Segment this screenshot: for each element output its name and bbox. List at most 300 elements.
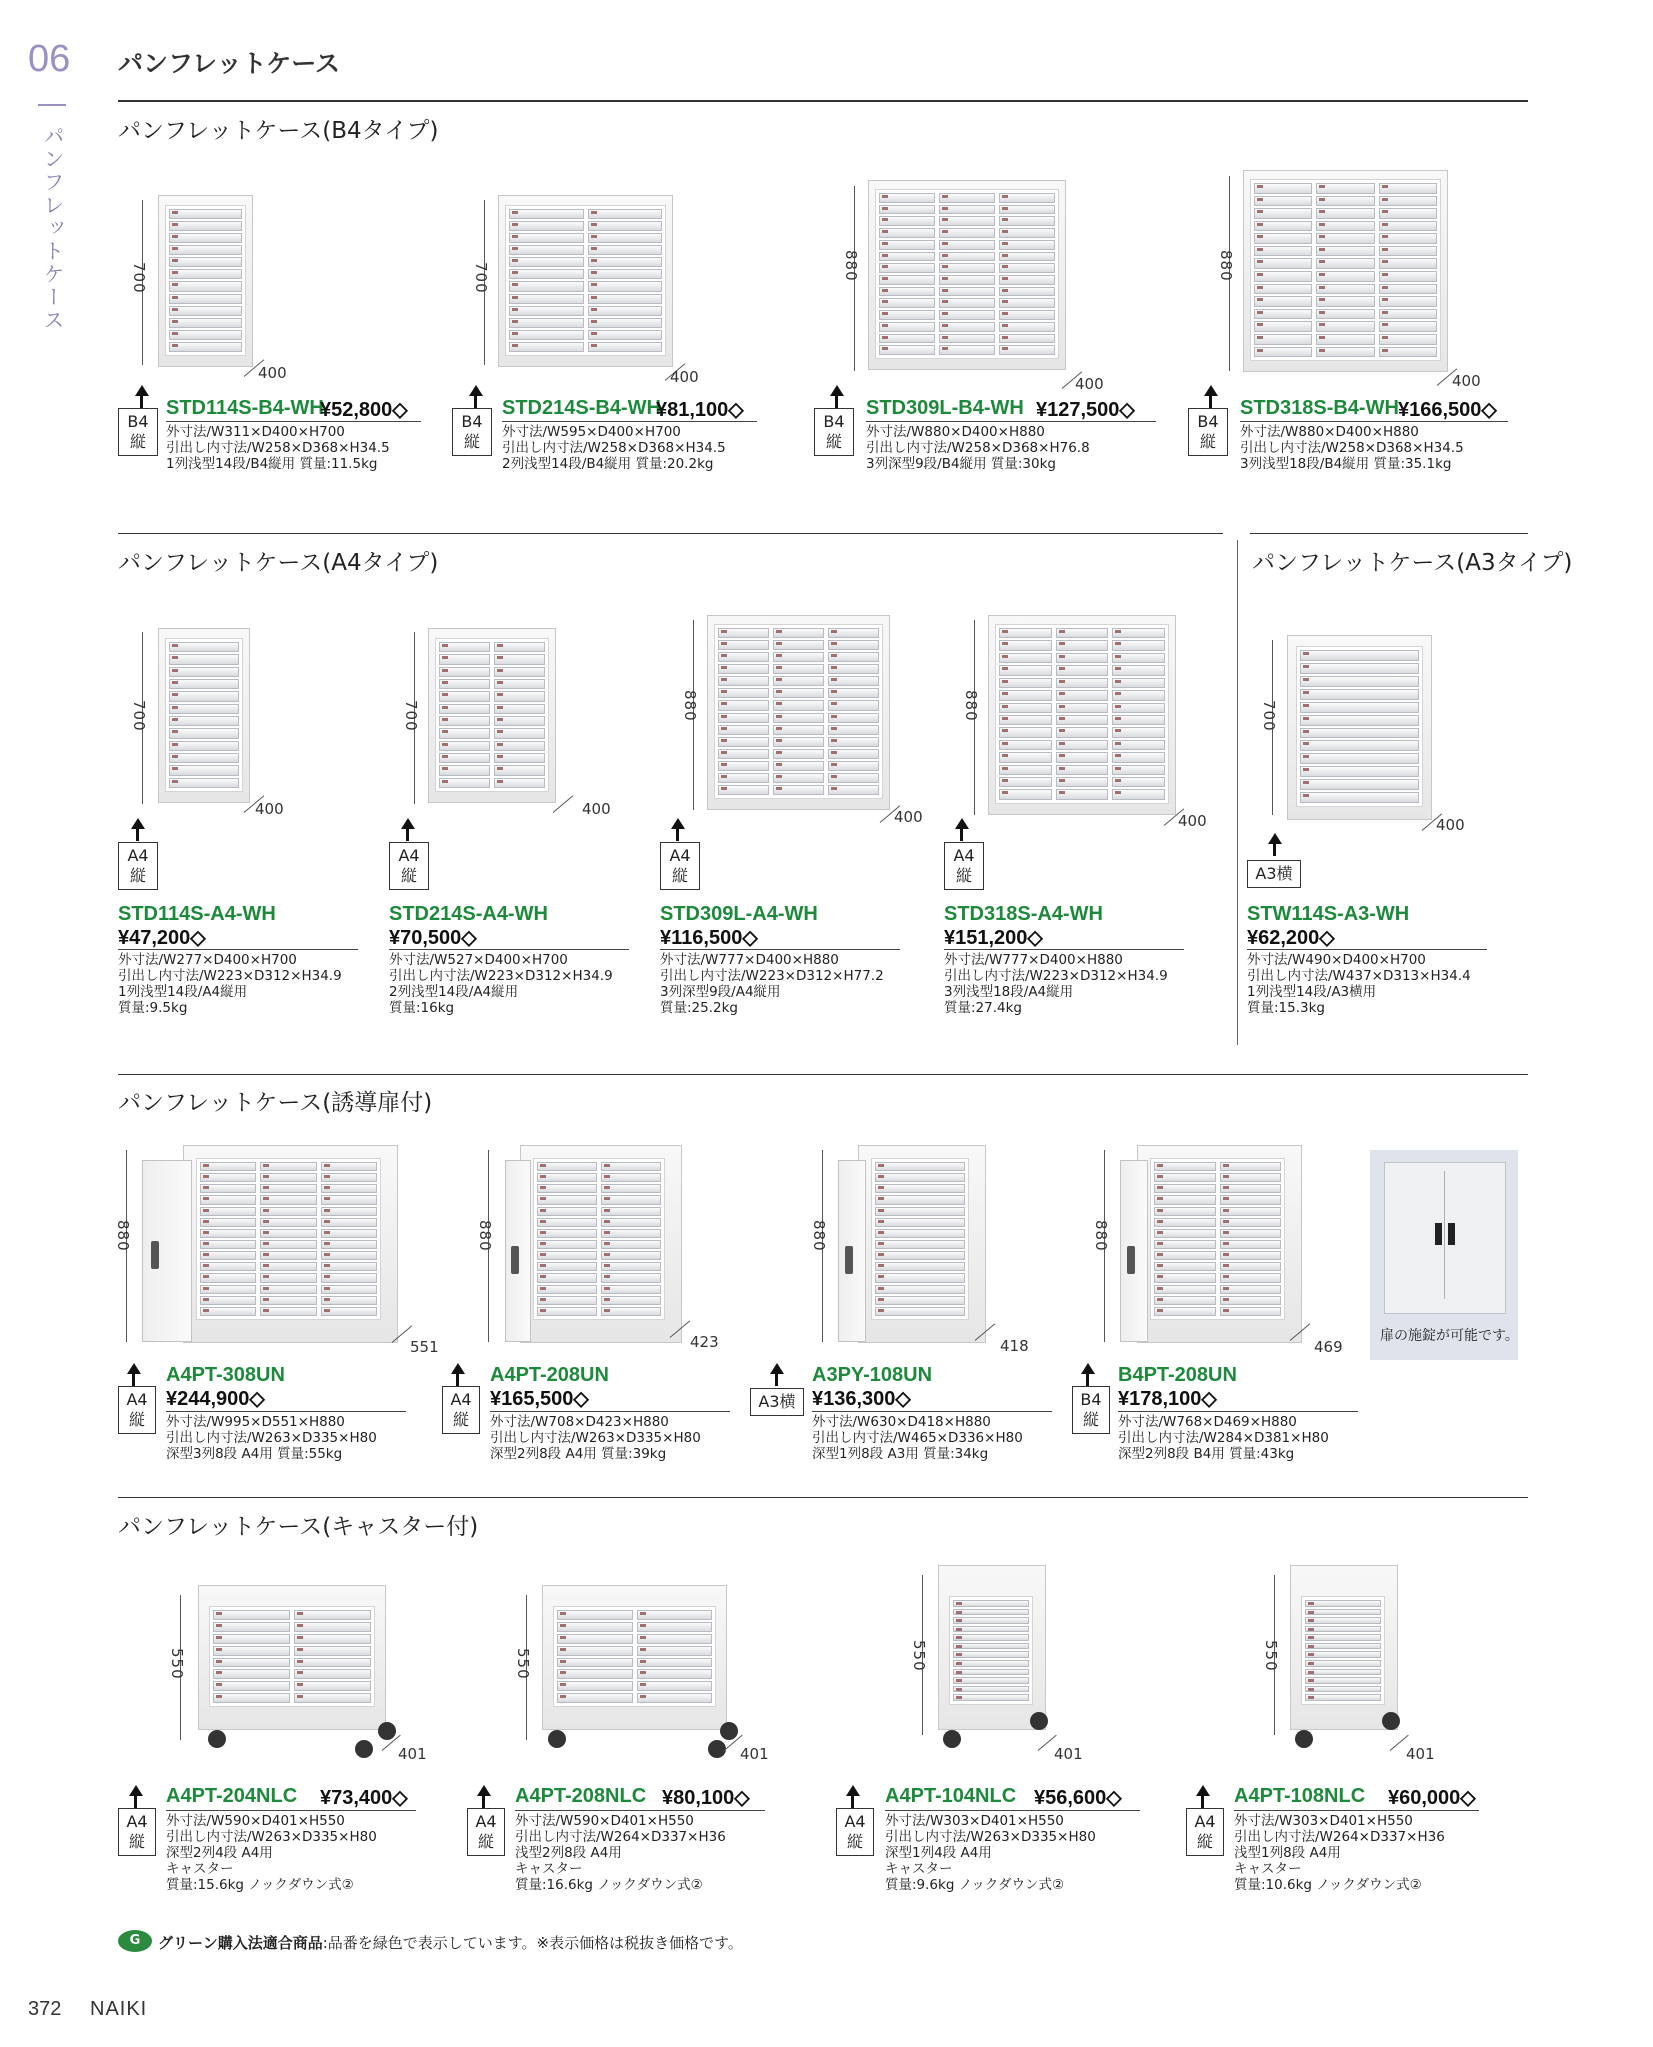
depth-dimension-label: 418: [1000, 1337, 1029, 1355]
caster-wheel: [548, 1730, 566, 1748]
drawer-tray: [939, 193, 995, 203]
drawer-tray: [1112, 640, 1165, 650]
spec-divider: [944, 949, 1184, 950]
drawer-tray: [1220, 1184, 1282, 1193]
drawer-tray: [494, 765, 545, 775]
paper-orientation: 縦: [1199, 432, 1216, 451]
drawer-tray: [1379, 271, 1437, 282]
caster-wheel: [943, 1730, 961, 1748]
spec-type: 3列浅型18段/A4縦用: [944, 984, 1074, 1000]
spec-caster: キャスター: [515, 1861, 583, 1877]
drawer-tray: [718, 749, 769, 759]
drawer-tray: [200, 1195, 256, 1204]
section-title-caster: パンフレットケース(キャスター付): [118, 1514, 479, 1540]
paper-size: A3横: [1255, 864, 1293, 883]
drawer-tray: [718, 737, 769, 747]
drawer-tray: [1379, 221, 1437, 232]
drawer-tray: [1305, 1626, 1381, 1633]
drawer-tray: [1056, 765, 1109, 775]
drawer-tray: [1316, 347, 1374, 358]
drawer-column: [439, 642, 490, 788]
drawer-column: [601, 1162, 661, 1316]
drawer-tray: [294, 1622, 371, 1632]
drawer-tray: [1056, 703, 1109, 713]
drawer-tray: [875, 1229, 965, 1238]
orientation-arrow: [1201, 1795, 1204, 1808]
height-dimension-label: 700: [130, 262, 148, 294]
section-divider: [118, 100, 1528, 102]
paper-size-box: [452, 408, 492, 456]
drawer-tray: [999, 653, 1052, 663]
spec-divider: [885, 1810, 1140, 1811]
model-number: STD318S-A4-WH: [944, 903, 1103, 925]
height-dimension-label: 880: [810, 1220, 828, 1252]
drawer-tray: [557, 1622, 633, 1632]
drawer-tray: [1112, 789, 1165, 799]
drawer-column: [1220, 1162, 1282, 1316]
spec-inner: 引出し内寸法/W263×D335×H80: [490, 1430, 701, 1446]
cabinet-image: [158, 628, 250, 803]
drawer-column: [879, 193, 935, 355]
spec-type: 1列浅型14段/B4縦用 質量:11.5kg: [166, 456, 378, 472]
spec-divider: [1247, 949, 1487, 950]
depth-dimension-label: 400: [894, 808, 923, 826]
drawer-tray: [200, 1240, 256, 1249]
drawer-tray: [200, 1296, 256, 1305]
drawer-tray: [1220, 1273, 1282, 1282]
paper-size: B4: [1197, 412, 1219, 431]
drawer-tray: [828, 664, 879, 674]
drawer-tray: [537, 1195, 597, 1204]
spec-inner: 引出し内寸法/W223×D312×H34.9: [944, 968, 1168, 984]
spec-dimensions: 外寸法/W590×D401×H550: [166, 1813, 345, 1829]
drawer-tray: [1305, 1660, 1381, 1667]
drawer-tray: [509, 281, 584, 291]
drawer-tray: [213, 1622, 290, 1632]
drawer-tray: [1056, 678, 1109, 688]
drawer-tray: [494, 728, 545, 738]
paper-orientation: 縦: [400, 866, 417, 885]
depth-dimension-label: 400: [1178, 812, 1207, 830]
drawer-column: [169, 642, 239, 788]
spec-type: 2列浅型14段/B4縦用 質量:20.2kg: [502, 456, 714, 472]
drawer-tray: [1254, 309, 1312, 320]
drawer-tray: [939, 263, 995, 273]
drawer-tray: [200, 1273, 256, 1282]
drawer-tray: [601, 1273, 661, 1282]
drawer-tray: [773, 688, 824, 698]
door-lock-icon: [1448, 1223, 1455, 1245]
drawer-tray: [1112, 690, 1165, 700]
spec-type: 3列深型9段/A4縦用: [660, 984, 781, 1000]
drawer-column: [1154, 1162, 1216, 1316]
drawer-tray: [1316, 296, 1374, 307]
door-photo-caption: 扉の施錠が可能です。: [1380, 1328, 1519, 1344]
drawer-tray: [213, 1693, 290, 1703]
drawer-tray: [260, 1240, 316, 1249]
drawer-tray: [999, 752, 1052, 762]
spec-inner: 引出し内寸法/W223×D312×H77.2: [660, 968, 884, 984]
door-handle: [511, 1246, 519, 1274]
drawer-tray: [260, 1218, 316, 1227]
drawer-tray: [169, 765, 239, 775]
paper-size: A4: [126, 1812, 148, 1831]
spec-type: 深型1列4段 A4用: [885, 1845, 992, 1861]
spec-dimensions: 外寸法/W595×D400×H700: [502, 424, 681, 440]
drawer-tray: [169, 269, 242, 279]
drawer-tray: [875, 1162, 965, 1171]
spec-inner: 引出し内寸法/W258×D368×H76.8: [866, 440, 1090, 456]
chapter-label: パンフレットケース: [41, 125, 65, 332]
drawer-tray: [1056, 777, 1109, 787]
spec-weight: 質量:15.3kg: [1247, 1000, 1325, 1016]
paper-size: A4: [953, 846, 975, 865]
drawer-tray: [1254, 208, 1312, 219]
spec-weight: 質量:10.6kg ノックダウン式②: [1234, 1877, 1422, 1893]
spec-type: 3列浅型18段/B4縦用 質量:35.1kg: [1240, 456, 1452, 472]
drawer-tray: [1254, 296, 1312, 307]
paper-size-box: [1247, 860, 1301, 888]
drawer-tray: [200, 1251, 256, 1260]
spec-dimensions: 外寸法/W880×D400×H880: [1240, 424, 1419, 440]
drawer-tray: [1254, 284, 1312, 295]
model-number: STD318S-B4-WH: [1240, 397, 1399, 419]
drawer-tray: [999, 228, 1055, 238]
drawer-tray: [509, 330, 584, 340]
drawer-tray: [588, 306, 663, 316]
drawer-tray: [939, 216, 995, 226]
drawer-tray: [999, 640, 1052, 650]
drawer-tray: [1316, 309, 1374, 320]
spec-dimensions: 外寸法/W277×D400×H700: [118, 952, 297, 968]
drawer-tray: [1379, 296, 1437, 307]
drawer-tray: [773, 640, 824, 650]
depth-dimension-label: 400: [1436, 816, 1465, 834]
price: ¥151,200◇: [944, 927, 1043, 949]
drawer-tray: [494, 691, 545, 701]
drawer-tray: [637, 1681, 713, 1691]
drawer-tray: [494, 642, 545, 652]
cabinet-image: [1137, 1145, 1302, 1343]
drawer-tray: [999, 334, 1055, 344]
drawer-tray: [601, 1162, 661, 1171]
drawer-tray: [718, 688, 769, 698]
drawer-tray: [1316, 271, 1374, 282]
orientation-arrow: [1209, 395, 1212, 408]
price: ¥47,200◇: [118, 927, 206, 949]
caster-wheel: [720, 1722, 738, 1740]
drawer-tray: [509, 306, 584, 316]
drawer-tray: [260, 1307, 316, 1316]
drawer-tray: [601, 1207, 661, 1216]
drawer-tray: [509, 245, 584, 255]
spec-dimensions: 外寸法/W777×D400×H880: [944, 952, 1123, 968]
drawer-tray: [169, 330, 242, 340]
drawer-tray: [260, 1229, 316, 1238]
depth-dimension-label: 401: [740, 1745, 769, 1763]
price: ¥70,500◇: [389, 927, 477, 949]
drawer-tray: [879, 240, 935, 250]
drawer-tray: [213, 1610, 290, 1620]
drawer-tray: [1220, 1240, 1282, 1249]
paper-orientation: 縦: [463, 432, 480, 451]
section-title-a4: パンフレットケース(A4タイプ): [118, 550, 439, 576]
drawer-tray: [1379, 334, 1437, 345]
cabinet-image: [1290, 1565, 1398, 1730]
drawer-tray: [200, 1207, 256, 1216]
drawer-tray: [999, 740, 1052, 750]
drawer-tray: [828, 785, 879, 795]
chapter-divider: [38, 104, 66, 106]
drawer-tray: [1316, 246, 1374, 257]
drawer-tray: [601, 1285, 661, 1294]
drawer-tray: [1112, 665, 1165, 675]
drawer-tray: [718, 785, 769, 795]
price: ¥116,500◇: [660, 927, 758, 949]
drawer-column: [999, 628, 1052, 800]
drawer-tray: [875, 1173, 965, 1182]
drawer-tray: [260, 1195, 316, 1204]
drawer-tray: [999, 298, 1055, 308]
spec-dimensions: 外寸法/W303×D401×H550: [1234, 1813, 1413, 1829]
drawer-tray: [875, 1307, 965, 1316]
drawer-tray: [1112, 628, 1165, 638]
spec-divider: [166, 421, 421, 422]
drawer-tray: [169, 221, 242, 231]
drawer-tray: [718, 761, 769, 771]
drawer-tray: [1254, 233, 1312, 244]
drawer-tray: [537, 1184, 597, 1193]
model-number: A4PT-104NLC: [885, 1785, 1017, 1807]
cabinet-image: [542, 1585, 727, 1730]
drawer-tray: [1379, 246, 1437, 257]
drawer-tray: [939, 252, 995, 262]
drawer-tray: [1300, 728, 1419, 739]
drawer-column: [1300, 650, 1419, 803]
drawer-tray: [953, 1626, 1029, 1633]
drawer-tray: [637, 1669, 713, 1679]
drawer-tray: [1316, 334, 1374, 345]
drawer-tray: [169, 642, 239, 652]
drawer-tray: [439, 691, 490, 701]
drawer-column: [828, 628, 879, 795]
drawer-tray: [1300, 792, 1419, 803]
spec-dimensions: 外寸法/W590×D401×H550: [515, 1813, 694, 1829]
section-divider: [118, 533, 1223, 534]
spec-divider: [812, 1411, 1052, 1412]
drawer-tray: [494, 667, 545, 677]
drawer-tray: [637, 1610, 713, 1620]
drawer-tray: [1220, 1162, 1282, 1171]
spec-inner: 引出し内寸法/W263×D335×H80: [166, 1829, 377, 1845]
price: ¥80,100◇: [662, 1787, 750, 1809]
drawer-tray: [718, 640, 769, 650]
orientation-arrow: [474, 395, 477, 408]
spec-weight: 質量:27.4kg: [944, 1000, 1022, 1016]
paper-size-box: [1188, 408, 1228, 456]
drawer-tray: [537, 1262, 597, 1271]
drawer-tray: [557, 1646, 633, 1656]
drawer-tray: [1300, 766, 1419, 777]
model-number: STD309L-A4-WH: [660, 903, 818, 925]
paper-size: A4: [669, 846, 691, 865]
drawer-tray: [169, 257, 242, 267]
drawer-tray: [1300, 663, 1419, 674]
drawer-tray: [879, 228, 935, 238]
drawer-tray: [260, 1207, 316, 1216]
spec-weight: 質量:16.6kg ノックダウン式②: [515, 1877, 703, 1893]
cabinet-image: [1287, 635, 1432, 820]
drawer-tray: [557, 1693, 633, 1703]
drawer-column: [321, 1162, 377, 1316]
door-lock-icon: [1435, 1223, 1442, 1245]
drawer-tray: [879, 252, 935, 262]
spec-caster: キャスター: [885, 1861, 953, 1877]
door-seam: [1444, 1171, 1445, 1299]
drawer-tray: [1154, 1240, 1216, 1249]
cabinet-image: [938, 1565, 1046, 1730]
drawer-tray: [1220, 1195, 1282, 1204]
drawer-tray: [1300, 702, 1419, 713]
caster-wheel: [1030, 1712, 1048, 1730]
drawer-tray: [494, 778, 545, 788]
paper-size-box: [118, 1808, 156, 1856]
door-handle: [1127, 1246, 1135, 1274]
column-divider: [1237, 540, 1238, 1045]
drawer-tray: [1154, 1285, 1216, 1294]
page-title: パンフレットケース: [118, 49, 341, 78]
drawer-tray: [321, 1229, 377, 1238]
drawer-column: [509, 209, 584, 352]
drawer-tray: [999, 205, 1055, 215]
drawer-tray: [1154, 1173, 1216, 1182]
drawer-tray: [557, 1669, 633, 1679]
paper-orientation: 縦: [1196, 1832, 1213, 1851]
paper-size: A4: [126, 1390, 148, 1409]
drawer-column: [953, 1600, 1029, 1701]
drawer-tray: [439, 679, 490, 689]
closed-cabinet: [1384, 1162, 1506, 1314]
drawer-tray: [953, 1651, 1029, 1658]
drawer-tray: [939, 310, 995, 320]
drawer-column: [1112, 628, 1165, 800]
orientation-arrow: [960, 828, 963, 841]
depth-dimension-label: 551: [410, 1338, 439, 1356]
drawer-tray: [200, 1229, 256, 1238]
orientation-arrow: [1086, 1373, 1089, 1386]
price: ¥56,600◇: [1034, 1787, 1122, 1809]
orientation-arrow: [140, 395, 143, 408]
drawer-tray: [999, 252, 1055, 262]
spec-divider: [389, 949, 629, 950]
spec-caster: キャスター: [166, 1861, 234, 1877]
drawer-tray: [557, 1658, 633, 1668]
drawer-tray: [169, 342, 242, 352]
drawer-tray: [1254, 321, 1312, 332]
drawer-tray: [439, 753, 490, 763]
drawer-tray: [1220, 1285, 1282, 1294]
orientation-arrow: [134, 1795, 137, 1808]
drawer-tray: [1305, 1694, 1381, 1701]
drawer-tray: [1056, 789, 1109, 799]
drawer-tray: [828, 700, 879, 710]
drawer-tray: [718, 628, 769, 638]
depth-dimension-label: 400: [255, 800, 284, 818]
drawer-tray: [953, 1643, 1029, 1650]
drawer-tray: [1305, 1686, 1381, 1693]
drawer-tray: [637, 1646, 713, 1656]
drawer-column: [1254, 183, 1312, 357]
drawer-tray: [1254, 347, 1312, 358]
orientation-arrow: [132, 1373, 135, 1386]
spec-type: 深型2列8段 B4用 質量:43kg: [1118, 1446, 1295, 1462]
drawer-tray: [294, 1646, 371, 1656]
section-divider: [1250, 533, 1528, 534]
drawer-tray: [439, 741, 490, 751]
price: ¥178,100◇: [1118, 1388, 1217, 1410]
price: ¥244,900◇: [166, 1388, 265, 1410]
drawer-tray: [1379, 258, 1437, 269]
drawer-tray: [494, 704, 545, 714]
spec-divider: [660, 949, 900, 950]
paper-orientation: 縦: [128, 1832, 145, 1851]
drawer-tray: [213, 1669, 290, 1679]
drawer-tray: [321, 1285, 377, 1294]
height-dimension-label: 880: [114, 1220, 132, 1252]
spec-dimensions: 外寸法/W880×D400×H880: [866, 424, 1045, 440]
drawer-tray: [953, 1686, 1029, 1693]
spec-weight: 質量:15.6kg ノックダウン式②: [166, 1877, 354, 1893]
drawer-column: [773, 628, 824, 795]
drawer-tray: [294, 1610, 371, 1620]
drawer-tray: [879, 263, 935, 273]
height-dimension-label: 880: [681, 690, 699, 722]
drawer-tray: [879, 334, 935, 344]
spec-type: 1列浅型14段/A4縦用: [118, 984, 248, 1000]
drawer-tray: [588, 294, 663, 304]
drawer-tray: [939, 228, 995, 238]
drawer-tray: [875, 1273, 965, 1282]
price: ¥81,100◇: [656, 399, 744, 421]
drawer-tray: [1154, 1184, 1216, 1193]
drawer-tray: [439, 642, 490, 652]
spec-type: 1列浅型14段/A3横用: [1247, 984, 1377, 1000]
paper-size: A4: [475, 1812, 497, 1831]
orientation-arrow: [136, 828, 139, 841]
drawer-tray: [879, 193, 935, 203]
drawer-tray: [773, 773, 824, 783]
orientation-arrow: [775, 1373, 778, 1386]
drawer-tray: [321, 1240, 377, 1249]
height-dimension-label: 880: [842, 250, 860, 282]
height-dimension-label: 700: [472, 262, 490, 294]
drawer-tray: [537, 1307, 597, 1316]
drawer-tray: [537, 1273, 597, 1282]
drawer-tray: [169, 233, 242, 243]
section-title-door: パンフレットケース(誘導扉付): [118, 1090, 433, 1116]
drawer-tray: [1220, 1251, 1282, 1260]
door-handle: [151, 1241, 159, 1269]
drawer-tray: [718, 676, 769, 686]
drawer-tray: [718, 725, 769, 735]
drawer-tray: [169, 294, 242, 304]
drawer-tray: [321, 1273, 377, 1282]
drawer-tray: [1254, 271, 1312, 282]
drawer-tray: [1056, 665, 1109, 675]
height-dimension-label: 700: [402, 700, 420, 732]
drawer-tray: [588, 233, 663, 243]
drawer-tray: [601, 1240, 661, 1249]
